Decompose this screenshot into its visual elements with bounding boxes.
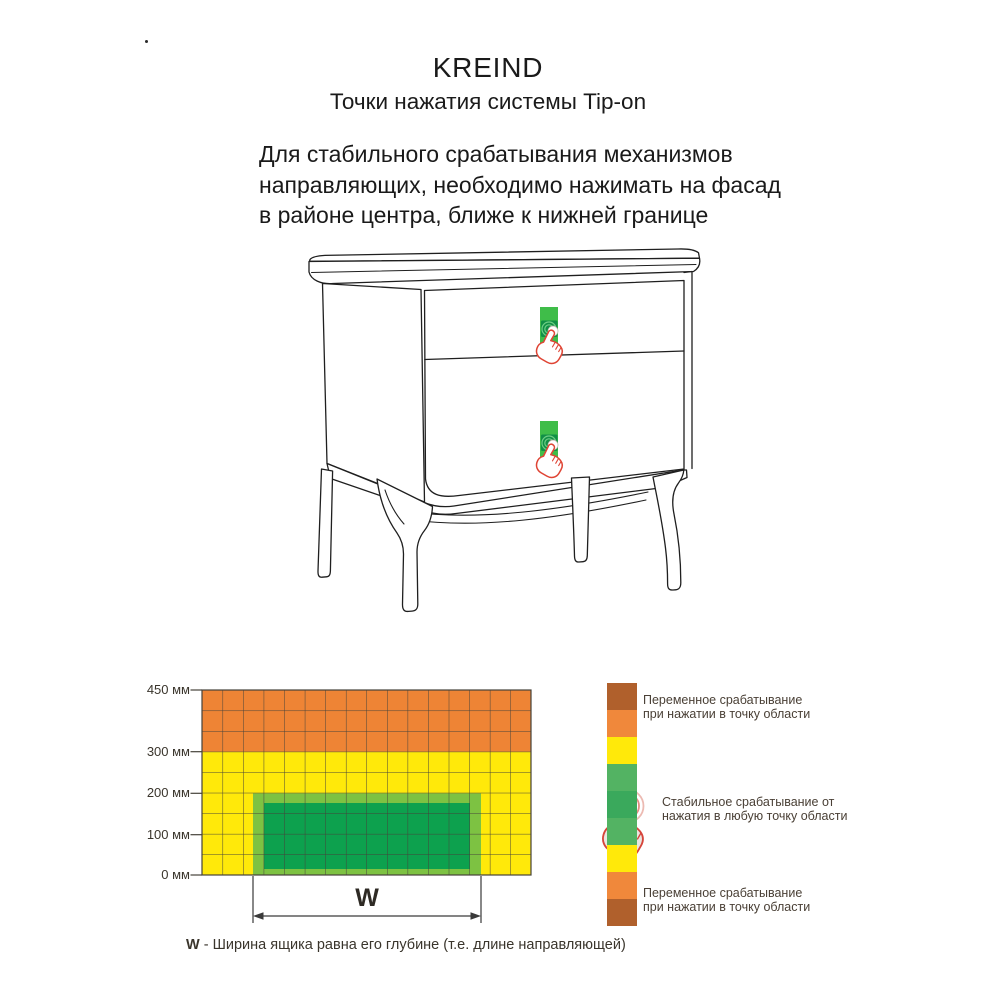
legend-color-bar xyxy=(607,683,637,926)
description-line: Для стабильного срабатывания механизмов xyxy=(259,141,733,167)
nightstand-top xyxy=(309,249,700,284)
legend-bar-segment xyxy=(607,764,637,791)
legend-bar-segment xyxy=(607,899,637,926)
y-tick-300: 300 мм xyxy=(146,743,190,759)
legend-item-variable-bottom: Переменное срабатывание при нажатии в точку области xyxy=(643,886,811,914)
legend-bar-segment xyxy=(607,818,637,845)
legend-bar-segment xyxy=(607,683,637,710)
nightstand-carcass xyxy=(323,272,693,503)
width-dimension-label: W xyxy=(355,884,379,912)
width-caption-w: W xyxy=(186,937,200,953)
description-line: в районе центра, ближе к нижней границе xyxy=(259,202,709,228)
legend-bar-segment xyxy=(607,737,637,764)
legend-bar-segment xyxy=(607,710,637,737)
brand-title: KREIND xyxy=(432,52,544,83)
leg-front-right xyxy=(653,470,684,590)
legend-bar-segment xyxy=(607,845,637,872)
width-caption xyxy=(186,937,626,953)
right-post xyxy=(684,272,692,469)
legend-bar-segment xyxy=(607,872,637,899)
legend-item-stable: Стабильное срабатывание от нажатия в любую точку области xyxy=(662,795,848,823)
y-tick-0: 0 мм xyxy=(161,867,190,882)
y-tick-450: 450 мм xyxy=(146,682,190,697)
axis-ticks xyxy=(191,690,203,875)
page-subtitle: Точки нажатия системы Tip-on xyxy=(329,89,647,114)
description-line: направляющих, необходимо нажимать на фасад xyxy=(259,171,781,198)
leg-rear-right xyxy=(572,477,590,562)
y-tick-100: 100 мм xyxy=(146,826,190,842)
leg-rear-left xyxy=(318,469,333,577)
nightstand-illustration xyxy=(309,249,700,611)
y-tick-200: 200 мм xyxy=(146,785,190,801)
width-caption-text: - Ширина ящика равна его глубине (т.е. длине направляющей) xyxy=(199,937,626,953)
legend-bar-segment xyxy=(607,791,637,818)
legend-item-variable-top: Переменное срабатывание при нажатии в точку области xyxy=(643,693,811,721)
